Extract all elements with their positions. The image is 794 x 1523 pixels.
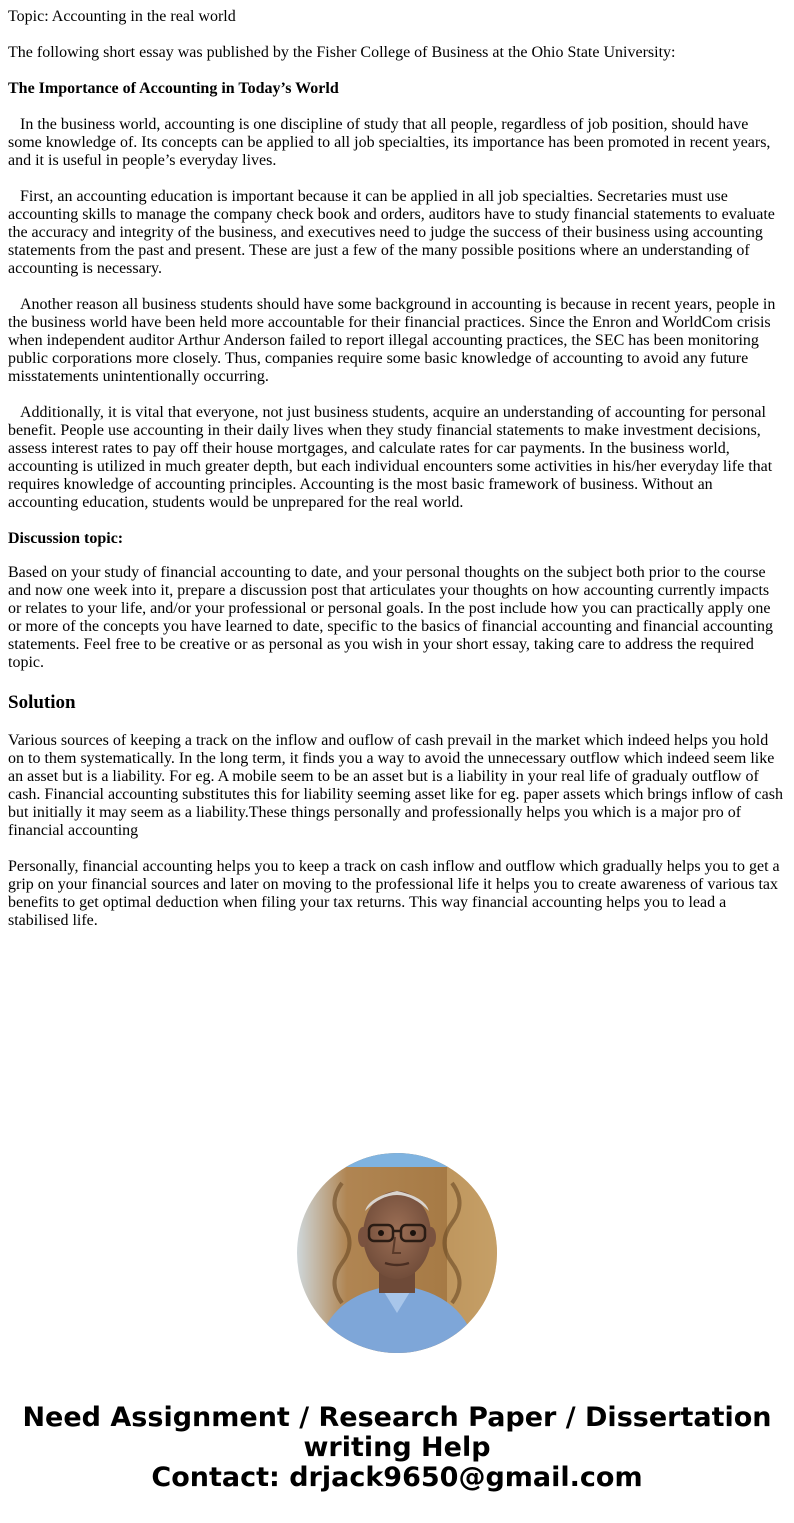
essay-paragraph-4: Additionally, it is vital that everyone, not just business students, acquire an understanding of accounting for personal benefit. People use accounting in their daily lives when they study financial statements to make investment decisions, assess interest rates to pay off their house mortgages, and calculate rates for car payments. In the business world, accounting is utilized in much greater depth, but each individual encounters some activities in his/her everyday life that requires knowledge of accounting principles. Accounting is the most basic framework of business. Without an accounting education, students would be unprepared for the real world.: [8, 404, 773, 511]
discussion-heading: Discussion topic:: [8, 530, 124, 547]
essay-title: The Importance of Accounting in Today’s World: [8, 80, 339, 97]
solution-paragraph-2: Personally, financial accounting helps you to keep a track on cash inflow and outflow which gradually helps you to get a grip on your financial sources and later on moving to the professional life it helps you to create awareness of various tax benefits to get optimal deduction when filing your tax returns. This way financial accounting helps you to lead a stabilised life.: [8, 858, 780, 929]
intro-line: The following short essay was published by the Fisher College of Business at the Ohio State University:: [8, 44, 676, 61]
portrait-illustration: [297, 1153, 497, 1353]
author-photo: [297, 1153, 497, 1353]
solution-heading: Solution: [8, 692, 76, 713]
solution-paragraph-1: Various sources of keeping a track on the inflow and ouflow of cash prevail in the market which indeed helps you hold on to them systematically. In the long term, it finds you a way to avoid the unnecessary outflow which indeed seem like an asset but is a liability. For eg. A mobile seem to be an asset but is a liability in your real life of gradualy outflow of cash. Financial accounting substitutes this for liability seeming asset like for eg. paper assets which brings inflow of cash but initially it may seem as a liability.These things personally and professionally helps you which is a major pro of financial accounting: [8, 732, 783, 839]
promo-contact: Contact: drjack9650@gmail.com: [151, 1462, 643, 1493]
promo-line-2: writing Help: [303, 1432, 491, 1463]
essay-paragraph-1: In the business world, accounting is one discipline of study that all people, regardless of job position, should have some knowledge of. Its concepts can be applied to all job specialties, its importance has been promoted in recent years, and it is useful in people’s everyday lives.: [8, 116, 771, 169]
topic-line: Topic: Accounting in the real world: [8, 8, 236, 25]
discussion-text: Based on your study of financial accounting to date, and your personal thoughts on the subject both prior to the course and now one week into it, prepare a discussion post that articulates your thoughts on how accounting currently impacts or relates to your life, and/or your professional or personal goals. In the post include how you can practically apply one or more of the concepts you have learned to date, specific to the basics of financial accounting and financial accounting statements. Feel free to be creative or as personal as you wish in your short essay, taking care to address the required topic.: [8, 564, 774, 671]
promo-line-1: Need Assignment / Research Paper / Dissertation: [22, 1402, 772, 1433]
essay-paragraph-3: Another reason all business students should have some background in accounting is because in recent years, people in the business world have been held more accountable for their financial practices. Since the Enron and WorldCom crisis when independent auditor Arthur Anderson failed to report illegal accounting practices, the SEC has been monitoring public corporations more closely. Thus, companies require some basic knowledge of accounting to avoid any future misstatements unintentionally occurring.: [8, 296, 776, 385]
essay-paragraph-2: First, an accounting education is important because it can be applied in all job specialties. Secretaries must use accounting skills to manage the company check book and orders, auditors have to study financial statements to evaluate the accuracy and integrity of the business, and executives need to judge the success of their business using accounting statements from the past and present. These are just a few of the many possible positions where an understanding of accounting is necessary.: [8, 188, 775, 277]
promo-banner: [0, 1403, 794, 1493]
